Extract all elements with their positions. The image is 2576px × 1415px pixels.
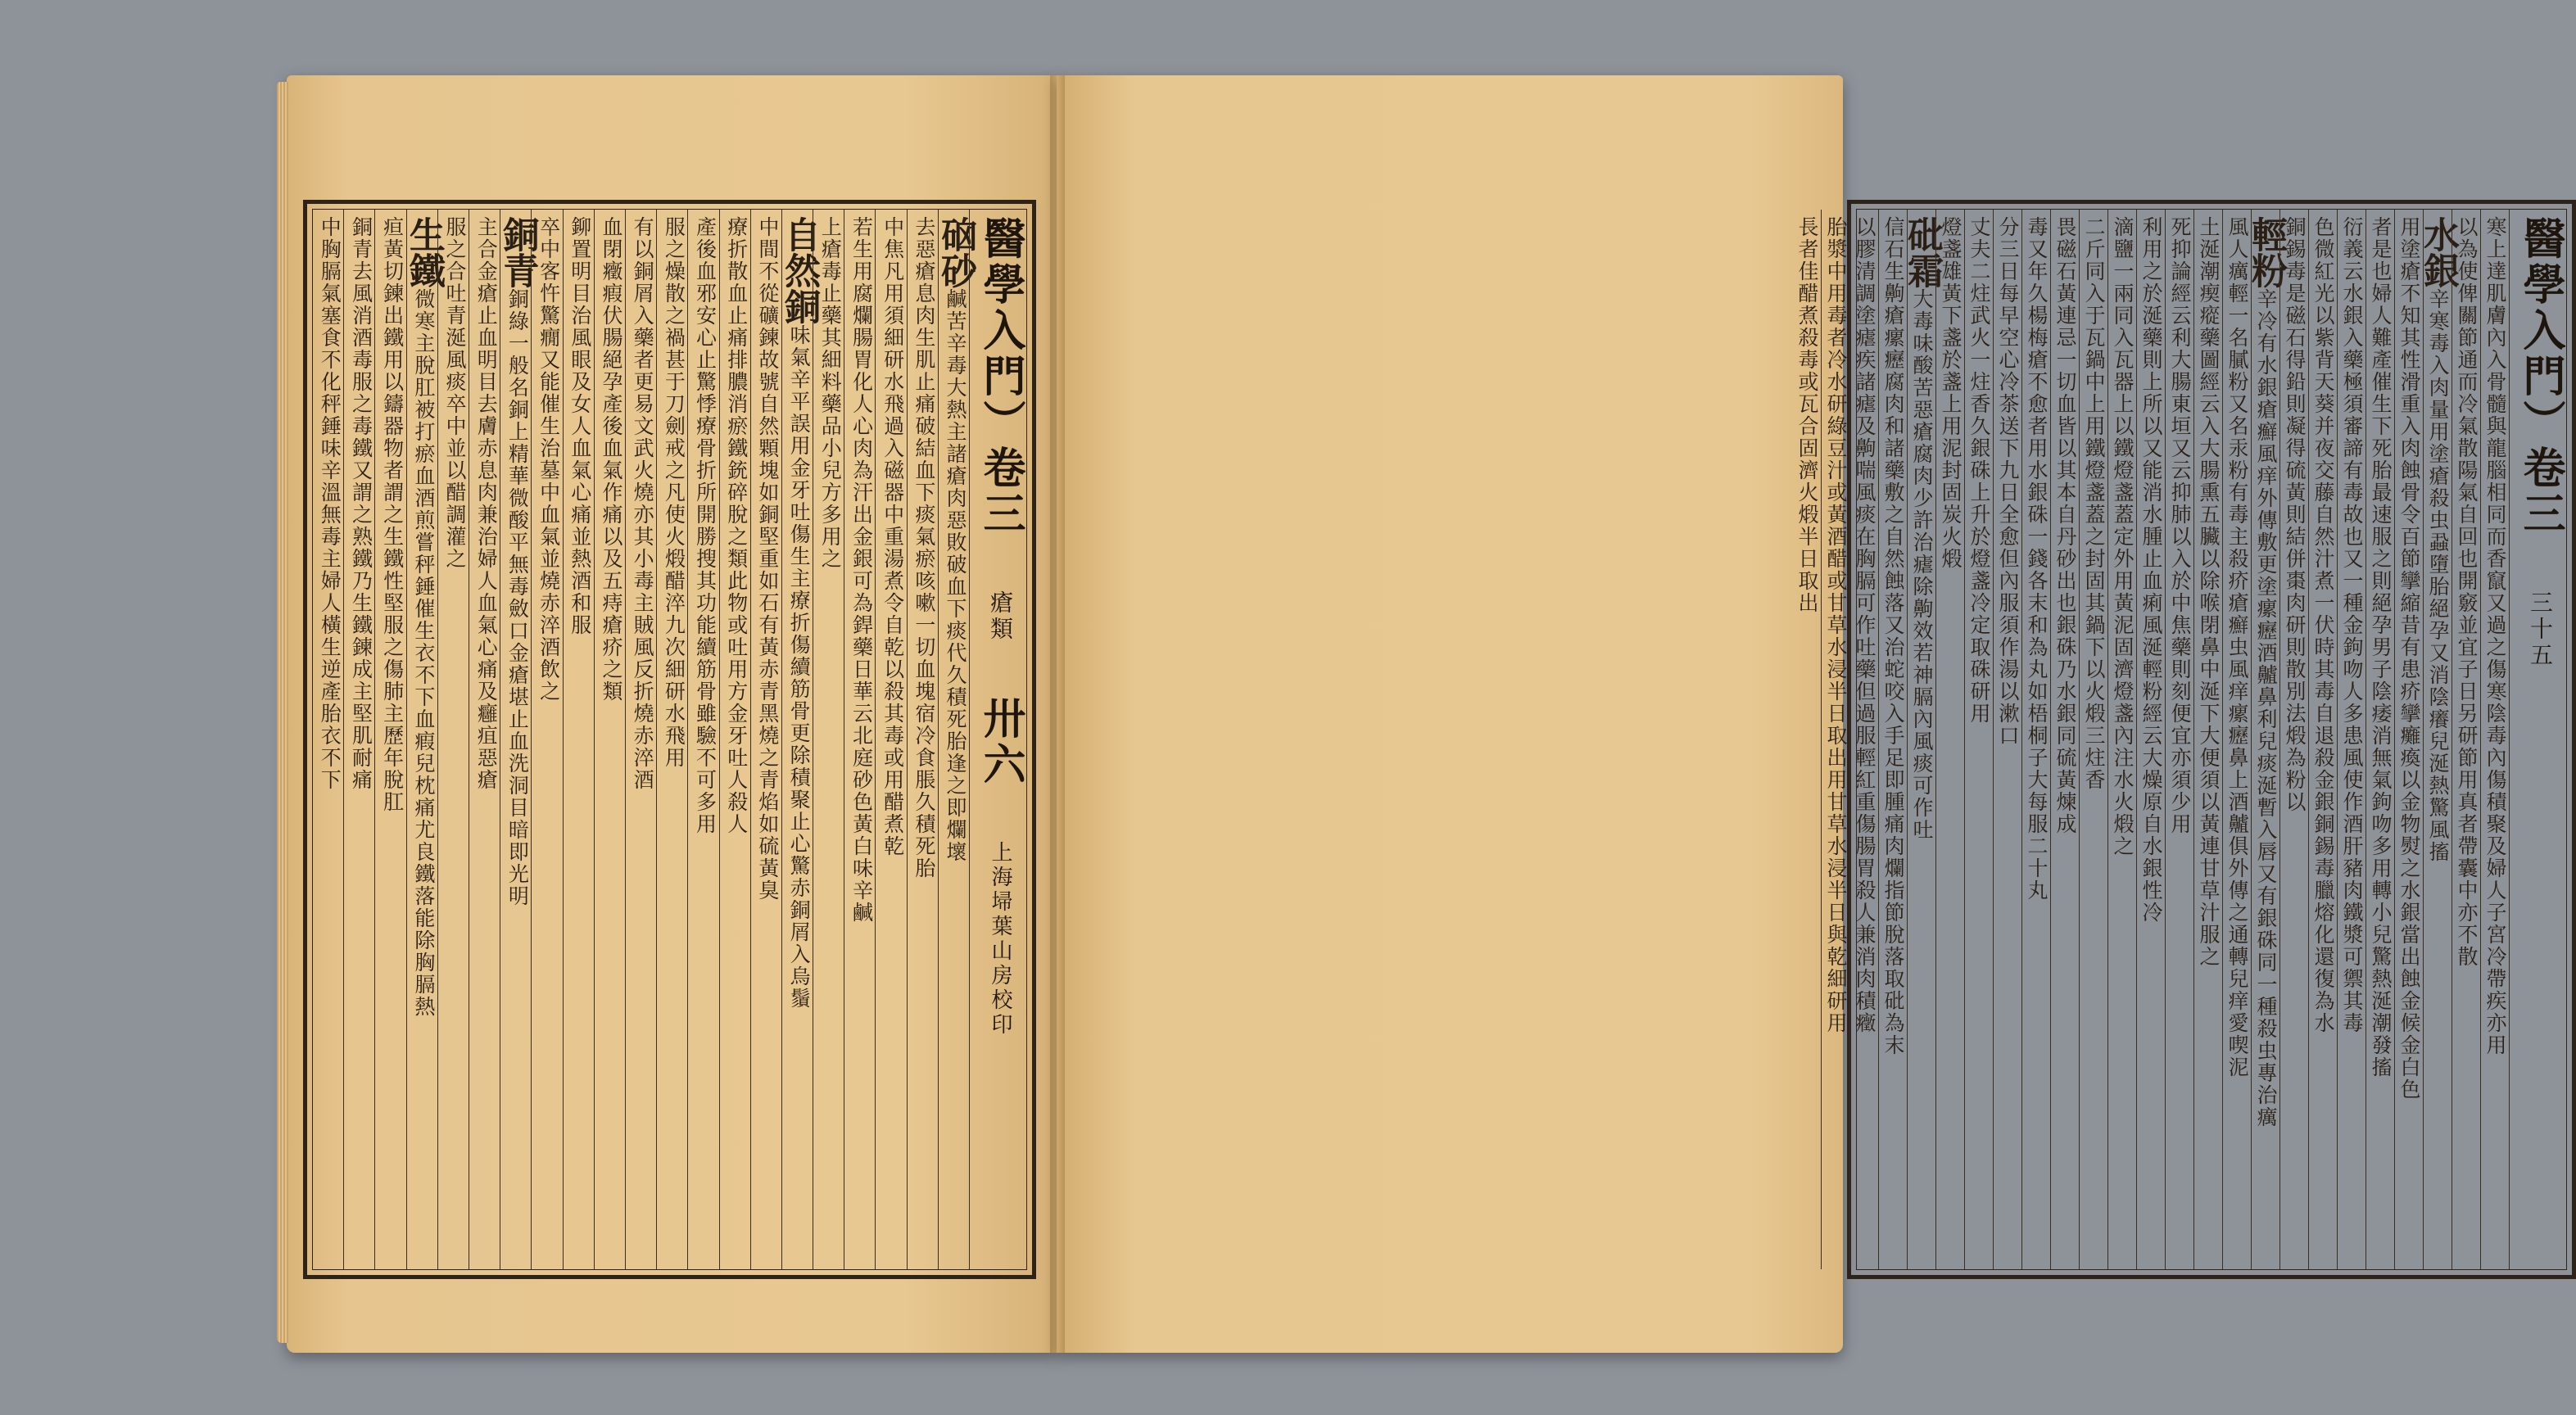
entry-text: 中間不從礦鍊故號自然顆塊如銅堅重如石有黃赤青黑燒之青焰如硫黃臭 bbox=[755, 216, 780, 902]
text-column bbox=[844, 210, 875, 1269]
text-column bbox=[656, 210, 687, 1269]
text-column bbox=[402, 210, 445, 1269]
folio-number: 卅六 bbox=[976, 696, 1025, 788]
entry-text: 寒上達肌膚內入骨髓與龍腦相同而香竄又過之傷寒陰毒內傷積聚及婦人子宮冷帶疾亦用 bbox=[2483, 216, 2507, 1056]
entry-text: 微寒主脫肛被打瘀血酒煎嘗秤錘催生衣不下血瘕兒枕痛尤良鐵落能除胸膈熱 bbox=[411, 288, 436, 1018]
text-column bbox=[935, 210, 976, 1269]
text-column bbox=[2245, 210, 2287, 1269]
entry-text: 中焦凡用須細研水飛過入磁器中重湯煮令自乾以殺其毒或用醋煮乾 bbox=[881, 216, 905, 857]
entry-text: 鹹苦辛毒大熱主諸瘡肉惡敗破血下痰代久積死胎逢之即爛壞 bbox=[944, 288, 967, 863]
entry-heading: 輕粉 bbox=[2245, 216, 2287, 288]
right-inner-border bbox=[1795, 209, 2567, 1270]
entry-text: 銅綠一般名銅上精華微酸平無毒斂口金瘡堪止血洗洞目暗即光明 bbox=[505, 288, 530, 907]
text-column bbox=[778, 210, 821, 1269]
entry-text: 銅錫毒是磁石得鉛則凝得硫黃則結併棗肉研則散別法煅為粉以 bbox=[2283, 216, 2307, 813]
entry-heading: 硇砂 bbox=[935, 216, 976, 288]
margin-title: 醫學入門 bbox=[2515, 216, 2565, 400]
margin-title: 醫學入門 bbox=[976, 216, 1025, 400]
text-column bbox=[1849, 210, 1878, 1269]
entry-text: 二斤同入于瓦鍋中上用鐵燈盞蓋之封固其鍋下以火煅三炷香 bbox=[2082, 216, 2106, 791]
entry-heading: 生鐵 bbox=[402, 216, 445, 288]
entry-text: 主合金瘡止血明目去膚赤息肉兼治婦人血氣心痛及癰疽惡瘡 bbox=[474, 216, 499, 791]
text-column bbox=[1935, 210, 1964, 1269]
text-column bbox=[1964, 210, 1993, 1269]
entry-text: 銅青去風消酒毒服之毒鐵又謂之熟鐵乃生鐵鍊成主堅肌耐痛 bbox=[349, 216, 373, 791]
entry-text: 辛冷有水銀瘡癬風痒外傳敷更塗瘰癧酒齇鼻利兒痰涎暫入唇又有銀硃同一種殺虫專治癘 bbox=[2254, 288, 2278, 1128]
text-column bbox=[2079, 210, 2107, 1269]
text-column bbox=[907, 210, 938, 1269]
entry-heading: 銅青 bbox=[496, 216, 539, 288]
entry-text: 風人癘輕一名膩粉又名汞粉有毒主殺疥瘡癬虫風痒瘰癧鼻上酒齇俱外傳之通轉兒痒愛喫泥 bbox=[2225, 216, 2249, 1078]
section-label: 瘡類 bbox=[987, 590, 1014, 643]
text-column bbox=[719, 210, 750, 1269]
folio-number: 三十五 bbox=[2527, 590, 2554, 669]
text-column bbox=[469, 210, 500, 1269]
text-column bbox=[1878, 210, 1907, 1269]
entry-text: 若生用腐爛腸胃化人心肉為汗出金銀可為銲藥日華云北庭砂色黃白味辛鹹 bbox=[849, 216, 874, 924]
entry-text: 長者佳醋煮殺毒或瓦合固濟火煅半日取出 bbox=[1795, 216, 1819, 614]
text-column bbox=[625, 210, 656, 1269]
open-book bbox=[287, 75, 2565, 1353]
entry-text: 分三日每早空心冷茶送下九日全愈但內服須作湯以漱口 bbox=[1996, 216, 2020, 747]
entry-text: 以為使俾關節通而冷氣散陽氣自回也開竅並宜子日另研節用真者帶囊中亦不散 bbox=[2455, 216, 2479, 968]
text-column bbox=[2021, 210, 2050, 1269]
entry-text: 滴鹽一兩同入瓦器上以鐵燈盞蓋定外用黃泥固濟燈盞內注水火煅之 bbox=[2111, 216, 2135, 857]
entry-text: 利用之於涎藥則上所以又能消水腫止血痢風涎輕粉經云大燥原自水銀性冷 bbox=[2139, 216, 2163, 924]
text-column bbox=[2452, 210, 2480, 1269]
entry-text: 去惡瘡息肉生肌止痛破結血下痰氣瘀咳嗽一切血塊宿冷食脹久積死胎 bbox=[912, 216, 936, 879]
entry-text: 卒中客忤驚癇又能催生治墓中血氣並燒赤淬酒飲之 bbox=[536, 216, 561, 703]
text-column bbox=[2308, 210, 2337, 1269]
right-columns bbox=[1795, 210, 2566, 1269]
entry-text: 畏磁石黃連忌一切血皆以其本自丹砂出也銀硃乃水銀同硫黃煉成 bbox=[2053, 216, 2077, 835]
text-column bbox=[875, 210, 906, 1269]
text-column bbox=[813, 210, 844, 1269]
book-gutter bbox=[1050, 75, 1065, 1353]
entry-text: 大毒味酸苦惡瘡腐肉少許治瘧除齁效若神膈內風痰可作吐 bbox=[1910, 288, 1934, 841]
right-margin-column bbox=[2509, 210, 2566, 1269]
text-column bbox=[2337, 210, 2365, 1269]
right-page bbox=[1057, 75, 2565, 1353]
entry-text: 產後血邪安心止驚悸療骨折所開勝搜其功能續筋骨雖驗不可多用 bbox=[693, 216, 718, 835]
entry-text: 疸黃切鍊出鐵用以鑄器物者謂之生鐵性堅服之傷肺主歷年脫肛 bbox=[380, 216, 405, 813]
left-margin-column bbox=[969, 210, 1026, 1269]
left-page bbox=[287, 75, 1057, 1353]
text-column bbox=[594, 210, 625, 1269]
text-column bbox=[2394, 210, 2423, 1269]
text-column bbox=[2136, 210, 2165, 1269]
entry-text: 信石生齁瘡瘰癧腐肉和諸藥敷之自然蝕落又治蛇咬入手足即腫痛肉爛指節脫落取砒為末 bbox=[1881, 216, 1905, 1056]
text-column bbox=[2279, 210, 2308, 1269]
entry-text: 有以銅屑入藥者更易文武火燒亦其小毒主賊風反折燒赤淬酒 bbox=[631, 216, 655, 791]
entry-text: 味氣辛平誤用金牙吐傷生主療折傷續筋骨更除積聚止心驚赤銅屑入烏鬚 bbox=[787, 324, 812, 1010]
text-column bbox=[2480, 210, 2509, 1269]
text-column bbox=[2222, 210, 2251, 1269]
text-column bbox=[563, 210, 594, 1269]
entry-text: 上瘡毒止藥其細料藥品小兒方多用之 bbox=[818, 216, 843, 570]
text-column bbox=[313, 210, 343, 1269]
text-column bbox=[2050, 210, 2079, 1269]
text-column bbox=[750, 210, 781, 1269]
entry-text: 服之合吐青涎風痰卒中並以醋調灌之 bbox=[443, 216, 467, 570]
entry-text: 以膠清調塗瘧疾諸瘧及齁喘風痰在胸膈可作吐藥但過服輕紅重傷腸胃殺人兼消肉積癥 bbox=[1853, 216, 1877, 1034]
left-text-frame bbox=[303, 200, 1036, 1279]
entry-text: 色微紅光以紫背天葵并夜交藤自然汁煮一伏時其毒自退殺金銀銅錫毒臘熔化還復為水 bbox=[2311, 216, 2335, 1034]
volume-label: 卷三 bbox=[976, 445, 1025, 537]
entry-text: 用塗瘡不知其性滑重入肉蝕骨令百節攣縮昔有患疥攣癱瘓以金物熨之水銀當出蝕金候金白色 bbox=[2397, 216, 2421, 1101]
left-inner-border bbox=[312, 209, 1027, 1270]
entry-heading: 砒霜 bbox=[1901, 216, 1943, 288]
text-column bbox=[2165, 210, 2193, 1269]
entry-text: 土涎潮瘈瘲藥圖經云入大腸熏五臟以除喉閉鼻中涎下大便須以黃連甘草汁服之 bbox=[2197, 216, 2221, 968]
page-edges bbox=[277, 82, 288, 1343]
entry-text: 療折散血止痛排膿消瘀鐵銃碎脫之類此物或吐用方金牙吐人殺人 bbox=[724, 216, 749, 835]
text-column bbox=[374, 210, 405, 1269]
entry-text: 胎漿中用毒者冷水研綠豆汁或黃酒醋或甘草水浸半日取出用甘草水浸半日與乾細研用 bbox=[1824, 216, 1848, 1034]
text-column bbox=[1821, 210, 1849, 1269]
entry-text: 者是也婦人難產催生下死胎最速服之則絕孕男子陰痿消無氣鉤吻多用轉小兒驚熱涎潮發搐 bbox=[2369, 216, 2393, 1078]
entry-text: 燈盞雄黃下盞於盞上用泥封固炭火煅 bbox=[1939, 216, 1963, 570]
volume-label: 卷三 bbox=[2515, 445, 2565, 537]
text-column bbox=[2193, 210, 2222, 1269]
entry-text: 丈夫二炷武火一炷香久銀硃上升於燈盞冷定取硃研用 bbox=[1967, 216, 1991, 725]
entry-text: 辛寒毒入肉量用塗瘡殺虫蝨墮胎絕孕又消陰癢兒涎熱驚風搐 bbox=[2426, 288, 2450, 863]
fishtail-mark: ︶ bbox=[2515, 400, 2565, 445]
publisher-imprint: 上海埽葉山房校印 bbox=[988, 841, 1012, 1038]
text-column bbox=[437, 210, 469, 1269]
entry-text: 衍義云水銀入藥極須審諦有毒故也又一種金鉤吻人多患風使作酒肝豬肉鐵漿可禦其毒 bbox=[2340, 216, 2364, 1034]
entry-text: 鉚置明目治風眼及女人血氣心痛並熱酒和服 bbox=[568, 216, 592, 636]
text-column bbox=[1993, 210, 2021, 1269]
entry-heading: 自然銅 bbox=[778, 216, 821, 324]
right-text-frame bbox=[1795, 200, 2576, 1279]
text-column bbox=[687, 210, 718, 1269]
left-columns bbox=[313, 210, 1026, 1269]
text-column bbox=[2417, 210, 2459, 1269]
entry-text: 血閉癥瘕伏腸絕孕產後血氣作痛以及五痔瘡疥之類 bbox=[599, 216, 623, 703]
entry-text: 中胸膈氣塞食不化秤錘味辛溫無毒主婦人橫生逆產胎衣不下 bbox=[318, 216, 342, 791]
text-column bbox=[496, 210, 539, 1269]
entry-text: 死抑論經云利大腸東垣又云抑肺以入於中焦藥則刻便宜亦須少用 bbox=[2168, 216, 2192, 835]
text-column bbox=[1793, 210, 1821, 1269]
text-column bbox=[343, 210, 374, 1269]
entry-text: 毒又年久楊梅瘡不愈者用水銀硃一錢各末和為丸如梧桐子大每服二十丸 bbox=[2025, 216, 2049, 902]
entry-heading: 水銀 bbox=[2417, 216, 2459, 288]
text-column bbox=[2107, 210, 2136, 1269]
fishtail-mark: ︶ bbox=[976, 400, 1025, 445]
text-column bbox=[2365, 210, 2394, 1269]
entry-text: 服之燥散之禍甚于刀劍戒之凡使火煅醋淬九次細研水飛用 bbox=[662, 216, 686, 769]
text-column bbox=[1901, 210, 1943, 1269]
text-column bbox=[531, 210, 562, 1269]
